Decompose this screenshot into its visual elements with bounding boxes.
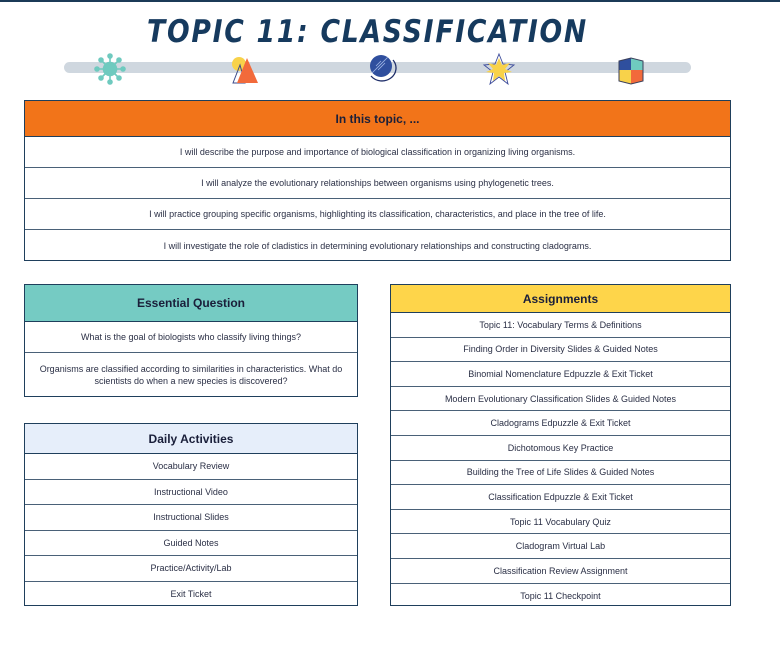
daily-activities-table [24, 423, 358, 606]
topic-header: In this topic, ... [25, 101, 730, 137]
assignment-link[interactable]: Binomial Nomenclature Edpuzzle & Exit Ticket [391, 362, 730, 387]
question-row: What is the goal of biologists who classify living things? [25, 322, 357, 353]
activity-row[interactable]: Practice/Activity/Lab [25, 556, 357, 582]
question-row: Organisms are classified according to similarities in characteristics. What do scientists do when a new species is discovered? [39, 364, 343, 386]
geometric-shapes-icon [228, 55, 262, 85]
essential-question-header: Essential Question [25, 285, 357, 322]
objective-row: I will practice grouping specific organisms, highlighting its classification, characteristics, and place in the tree of life. [25, 199, 730, 230]
assignment-link[interactable]: Classification Edpuzzle & Exit Ticket [391, 485, 730, 510]
assignment-link[interactable]: Cladogram Virtual Lab [391, 534, 730, 559]
assignment-link[interactable]: Topic 11 Checkpoint [520, 590, 601, 601]
star-burst-icon [482, 52, 516, 88]
assignment-link[interactable]: Topic 11: Vocabulary Terms & Definitions [391, 313, 730, 338]
activity-row[interactable]: Instructional Video [25, 480, 357, 506]
topic-objectives-table [24, 100, 731, 261]
activity-row[interactable]: Guided Notes [25, 531, 357, 557]
objective-row: I will investigate the role of cladistics in determining evolutionary relationships and constructing cladograms. [163, 240, 592, 251]
color-shield-icon [616, 56, 646, 86]
assignments-table [390, 284, 731, 606]
virus-cell-icon [94, 53, 126, 85]
globe-orbit-icon [366, 52, 398, 82]
assignment-link[interactable]: Topic 11 Vocabulary Quiz [391, 510, 730, 535]
assignment-link[interactable]: Classification Review Assignment [391, 559, 730, 584]
assignment-link[interactable]: Cladograms Edpuzzle & Exit Ticket [391, 411, 730, 436]
activity-row[interactable]: Instructional Slides [25, 505, 357, 531]
assignment-link[interactable]: Modern Evolutionary Classification Slides & Guided Notes [391, 387, 730, 412]
activity-row[interactable]: Vocabulary Review [25, 454, 357, 480]
daily-activities-header: Daily Activities [25, 424, 357, 454]
page-title: TOPIC 11: CLASSIFICATION [147, 14, 588, 50]
objective-row: I will describe the purpose and importance of biological classification in organizing living organisms. [25, 137, 730, 168]
essential-question-table [24, 284, 358, 397]
assignments-header: Assignments [391, 285, 730, 313]
assignment-link[interactable]: Dichotomous Key Practice [391, 436, 730, 461]
assignment-link[interactable]: Building the Tree of Life Slides & Guided Notes [391, 461, 730, 486]
assignment-link[interactable]: Finding Order in Diversity Slides & Guided Notes [391, 338, 730, 363]
objective-row: I will analyze the evolutionary relationships between organisms using phylogenetic trees. [25, 168, 730, 199]
top-rule [0, 0, 780, 2]
activity-row[interactable]: Exit Ticket [170, 589, 212, 600]
